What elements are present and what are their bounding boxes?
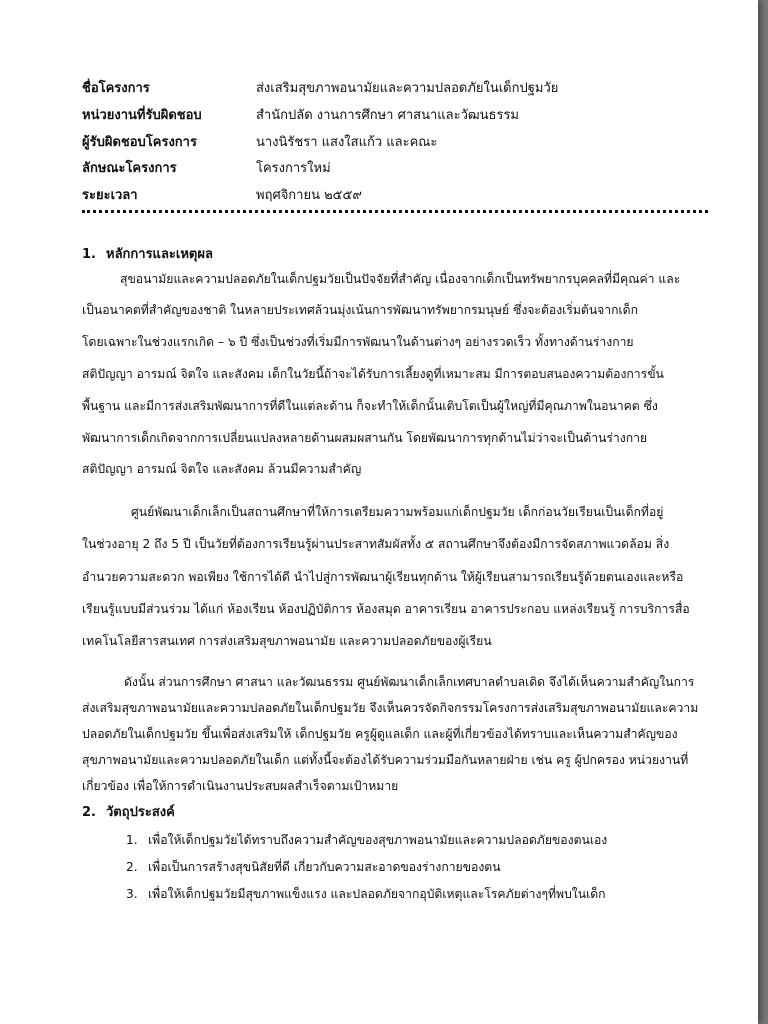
project-type-value: โครงการใหม่ [256,161,331,176]
period-value: พฤศจิกายน ๒๕๕๙ [256,188,362,203]
paragraph-line: พัฒนาการเด็กเกิดจากการเปลี่ยนแปลงหลายด้านผสมผสานกัน โดยพัฒนาการทุกด้านไม่ว่าจะเป็นด้านร่างกาย [82,431,648,445]
agency-value: สำนักปลัด งานการศึกษา ศาสนาและวัฒนธรรม [256,108,519,123]
objective-text: เพื่อเป็นการสร้างสุขนิสัยที่ดี เกี่ยวกับความสะอาดของร่างกายของตน [148,860,501,874]
owner-value: นางนิรัชรา แสงใสแก้ว และคณะ [256,135,438,150]
objective-text: เพื่อให้เด็กปฐมวัยได้ทราบถึงความสำคัญของสุขภาพอนามัยและความปลอดภัยของตนเอง [148,833,608,847]
owner-label: ผู้รับผิดชอบโครงการ [82,135,197,150]
paragraph-line: เทคโนโลยีสารสนเทศ การส่งเสริมสุขภาพอนามัย และความปลอดภัยของผู้เรียน [82,634,492,648]
paragraph-line: โดยเฉพาะในช่วงแรกเกิด – ๖ ปี ซึ่งเป็นช่วงที่เริ่มมีการพัฒนาในด้านต่างๆ อย่างรวดเร็ว ทั้งทางด้านร่างกาย [82,335,634,349]
paragraph-line: เป็นอนาคตที่สำคัญของชาติ ในหลายประเทศล้วนมุ่งเน้นการพัฒนาทรัพยากรมนุษย์ ซึ่งจะต้องเริ่มต้นจากเด็ก [82,303,638,317]
project-name-value: ส่งเสริมสุขภาพอนามัยและความปลอดภัยในเด็กปฐมวัย [256,81,559,96]
section-1-title: หลักการและเหตุผล [106,247,213,262]
paragraph-line: ส่งเสริมสุขภาพอนามัยและความปลอดภัยในเด็กปฐมวัย จึงเห็นควรจัดกิจกรรมโครงการส่งเสริมสุขภาพอนามัยและความ [82,701,699,715]
objective-item [126,857,501,877]
paragraph-line: ปลอดภัยในเด็กปฐมวัย ขึ้นเพื่อส่งเสริมให้ เด็กปฐมวัย ครูผู้ดูแลเด็ก และผู้ที่เกี่ยวข้องได้ทราบและเห็นความสำคัญของ [82,727,678,741]
agency-label: หน่วยงานที่รับผิดชอบ [82,108,202,123]
paragraph-line: ในช่วงอายุ 2 ถึง 5 ปี เป็นวัยที่ต้องการเรียนรู้ผ่านประสาทสัมผัสทั้ง ๕ สถานศึกษาจึงต้องมีการจัดสภาพแวดล้อม สิ่ง [82,537,670,551]
dotted-divider [82,210,708,213]
objective-item [126,884,606,904]
paragraph-line: พื้นฐาน และมีการส่งเสริมพัฒนาการที่ดีในแต่ละด้าน ก็จะทำให้เด็กนั้นเติบโตเป็นผู้ใหญ่ที่มีคุณภาพในอนาคต ซึ่ง [82,399,658,413]
objective-number: 3. [126,887,138,901]
period-label: ระยะเวลา [82,188,138,203]
project-name-label: ชื่อโครงการ [82,81,150,96]
section-2-number: 2. [82,805,96,820]
project-type-label: ลักษณะโครงการ [82,161,177,176]
paragraph-line: ศูนย์พัฒนาเด็กเล็กเป็นสถานศึกษาที่ให้การเตรียมความพร้อมแก่เด็กปฐมวัย เด็กก่อนวัยเรียนเป็นเด็กที่อยู่ [131,505,664,519]
objective-item [126,830,607,850]
paragraph-line: สุขภาพอนามัยและความปลอดภัยในเด็ก แต่ทั้งนี้จะต้องได้รับความร่วมมือกันหลายฝ่าย เช่น ครู ผู้ปกครอง หน่วยงานที่ [82,753,689,767]
section-1-heading [82,245,213,265]
paragraph-line: สุขอนามัยและความปลอดภัยในเด็กปฐมวัยเป็นปัจจัยที่สำคัญ เนื่องจากเด็กเป็นทรัพยากรบุคคลที่มีคุณค่า และ [120,272,681,286]
objective-number: 2. [126,860,138,874]
paragraph-line: ดังนั้น ส่วนการศึกษา ศาสนา และวัฒนธรรม ศูนย์พัฒนาเด็กเล็กเทศบาลตำบลเดิด จึงได้เห็นความสำคัญในการ [124,675,695,689]
section-2-title: วัตถุประสงค์ [106,805,175,820]
paragraph-line: เรียนรู้แบบมีส่วนร่วม ได้แก่ ห้องเรียน ห้องปฏิบัติการ ห้องสมุด อาคารเรียน อาคารประกอบ แหล่งเรียนรู้ การบริการสื่อ [82,602,690,616]
paragraph-line: อำนวยความสะดวก พอเพียง ใช้การได้ดี นำไปสู่การพัฒนาผู้เรียนทุกด้าน ให้ผู้เรียนสามารถเรียนรู้ด้วยตนเองและหรือ [82,570,684,584]
paragraph-line: สติปัญญา อารมณ์ จิตใจ และสังคม เด็กในวัยนี้ถ้าจะได้รับการเลี้ยงดูที่เหมาะสม มีการตอบสนองความต้องการขั้น [82,367,664,381]
section-2-heading [82,803,175,823]
section-1-number: 1. [82,247,96,262]
objective-number: 1. [126,833,138,847]
paragraph-line: เกี่ยวข้อง เพื่อให้การดำเนินงานประสบผลสำเร็จตามเป้าหมาย [82,779,399,793]
objective-text: เพื่อให้เด็กปฐมวัยมีสุขภาพแข็งแรง และปลอดภัยจากอุบัติเหตุและโรคภัยต่างๆที่พบในเด็ก [148,887,606,901]
paragraph-line: สติปัญญา อารมณ์ จิตใจ และสังคม ล้วนมีความสำคัญ [82,462,362,476]
